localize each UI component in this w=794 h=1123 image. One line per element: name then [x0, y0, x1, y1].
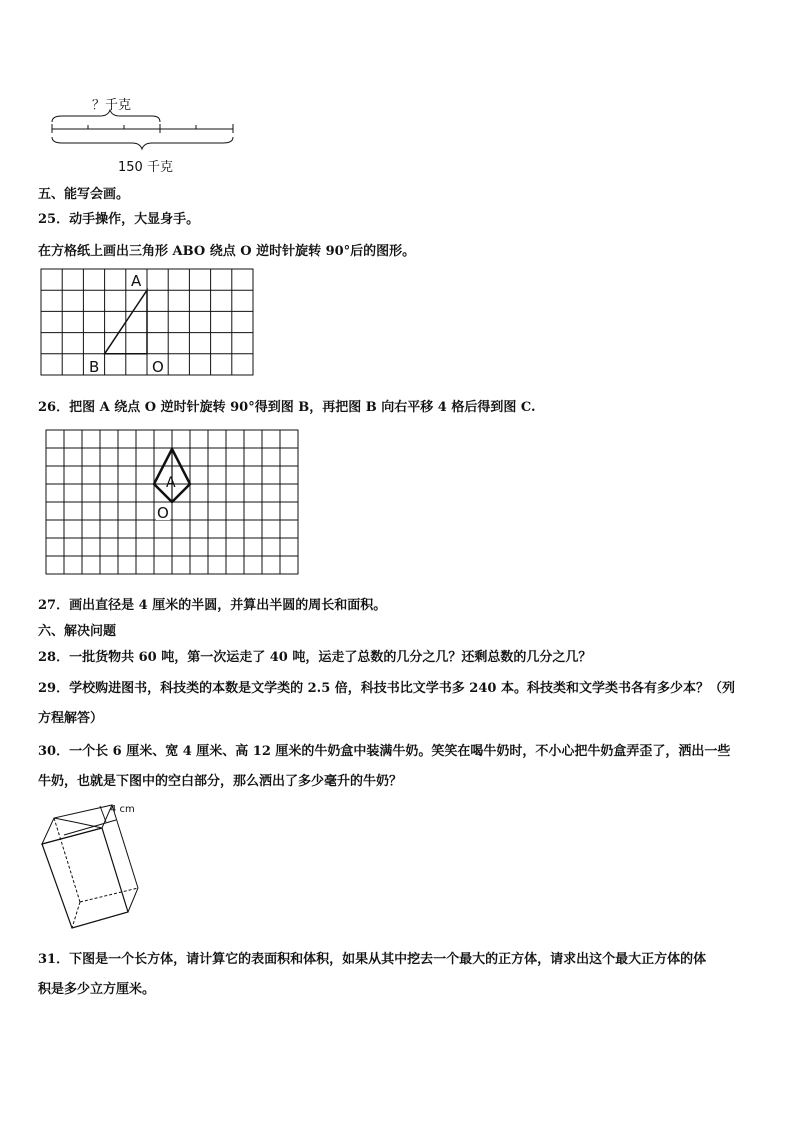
q25-grid-figure	[40, 268, 256, 380]
number-line-diagram	[40, 92, 250, 180]
q31-line2: 积是多少立方厘米。	[38, 982, 156, 997]
label-a: A	[131, 272, 142, 290]
q30-milk-carton-figure	[36, 800, 146, 934]
section-5-heading: 五、能写会画。	[38, 187, 130, 202]
q28-text: 28．一批货物共 60 吨，第一次运走了 40 吨，运走了总数的几分之几？还剩总数的几分之几？	[38, 650, 592, 665]
q25-title: 25．动手操作，大显身手。	[38, 212, 200, 227]
dim-label-4cm: 4 cm	[110, 804, 135, 815]
label-shape-a: A	[166, 475, 176, 491]
milk-carton	[42, 805, 138, 928]
top-label: ？千克	[92, 98, 132, 113]
bottom-brace	[52, 137, 233, 149]
q25-text: 在方格纸上画出三角形 ABO 绕点 O 逆时针旋转 90°后的图形。	[38, 244, 416, 259]
q30-line1: 30．一个长 6 厘米、宽 4 厘米、高 12 厘米的牛奶盒中装满牛奶。笑笑在喝牛奶时，不小心把牛奶盒弄歪了，洒出一些	[38, 744, 731, 759]
q26-grid-figure	[45, 428, 301, 578]
label-point-o: O	[157, 504, 169, 522]
bottom-label: 150 千克	[118, 160, 173, 175]
q31-line1: 31．下图是一个长方体，请计算它的表面积和体积，如果从其中挖去一个最大的正方体，请求出这个最大正方体的体	[38, 952, 707, 967]
label-b: B	[89, 358, 100, 376]
q29-line1: 29．学校购进图书，科技类的本数是文学类的 2.5 倍，科技书比文学书多 240 本。科技类和文学类书各有多少本？（列	[38, 681, 735, 696]
q27-text: 27．画出直径是 4 厘米的半圆，并算出半圆的周长和面积。	[38, 598, 387, 613]
label-o: O	[152, 358, 164, 376]
q30-line2: 牛奶，也就是下图中的空白部分，那么洒出了多少毫升的牛奶？	[38, 774, 403, 789]
q26-text: 26．把图 A 绕点 O 逆时针旋转 90°得到图 B，再把图 B 向右平移 4 格后得到图 C.	[38, 400, 536, 415]
section-6-heading: 六、解决问题	[38, 624, 117, 639]
q29-line2: 方程解答）	[38, 711, 104, 726]
